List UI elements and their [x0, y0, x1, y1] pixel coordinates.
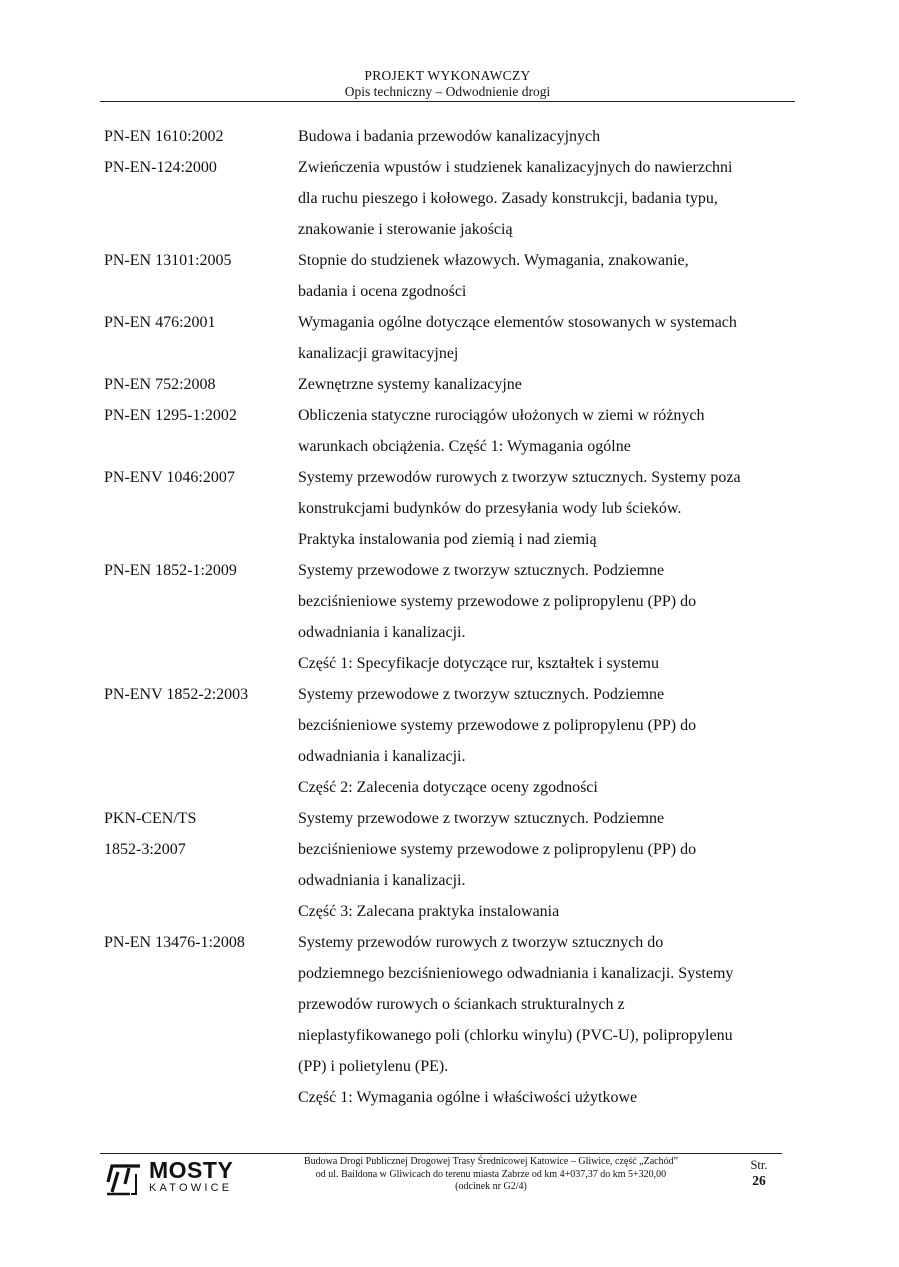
standard-description-line: nieplastyfikowanego poli (chlorku winylu) (PVC-U), polipropylenu: [298, 1027, 733, 1044]
standard-code: [104, 152, 298, 245]
company-logo: [104, 1158, 244, 1198]
standard-description-line: Zewnętrzne systemy kanalizacyjne: [298, 376, 522, 393]
standard-entry: [104, 927, 794, 1113]
standard-description: [298, 555, 793, 679]
standard-code-line: PN-EN 13101:2005: [104, 252, 232, 269]
page-label: Str.: [750, 1158, 768, 1172]
standard-code: [104, 462, 298, 555]
standard-description-line: Część 1: Wymagania ogólne i właściwości użytkowe: [298, 1089, 638, 1106]
standard-entry: [104, 400, 794, 462]
header-divider: [100, 101, 795, 102]
standard-description: [298, 121, 793, 152]
standard-description-line: Część 3: Zalecana praktyka instalowania: [298, 903, 560, 920]
standard-description-line: bezciśnieniowe systemy przewodowe z polipropylenu (PP) do: [298, 717, 697, 734]
standard-description: [298, 152, 793, 245]
standard-description: [298, 803, 793, 927]
standard-description-line: Praktyka instalowania pod ziemią i nad ziemią: [298, 531, 597, 548]
standard-description-line: przewodów rurowych o ściankach strukturalnych z: [298, 996, 625, 1013]
standard-description-line: znakowanie i sterowanie jakością: [298, 221, 513, 238]
header-title: PROJEKT WYKONAWCZY: [364, 68, 531, 83]
standard-code-line: PN-EN 1852-1:2009: [104, 562, 237, 579]
standard-description-line: odwadniania i kanalizacji.: [298, 748, 466, 765]
standards-list: [104, 121, 794, 1113]
standard-description-line: kanalizacji grawitacyjnej: [298, 345, 459, 362]
standard-description-line: podziemnego bezciśnieniowego odwadniania i kanalizacji. Systemy: [298, 965, 734, 982]
standard-code-line: PN-EN 1295-1:2002: [104, 407, 237, 424]
standard-description-line: bezciśnieniowe systemy przewodowe z polipropylenu (PP) do: [298, 841, 697, 858]
standard-code-line: PN-EN-124:2000: [104, 159, 217, 176]
footer-line: (odcinek nr G2/4): [455, 1181, 527, 1192]
standard-code: [104, 927, 298, 1113]
standard-description-line: Wymagania ogólne dotyczące elementów stosowanych w systemach: [298, 314, 737, 331]
standard-entry: [104, 555, 794, 679]
standard-description-line: odwadniania i kanalizacji.: [298, 872, 466, 889]
mosty-logo-icon: [104, 1158, 146, 1198]
standard-code: [104, 121, 298, 152]
standard-description: [298, 307, 793, 369]
standard-description-line: Obliczenia statyczne rurociągów ułożonych w ziemi w różnych: [298, 407, 705, 424]
standard-code: [104, 245, 298, 307]
standard-description-line: (PP) i polietylenu (PE).: [298, 1058, 449, 1075]
standard-description-line: odwadniania i kanalizacji.: [298, 624, 466, 641]
header-subtitle: Opis techniczny – Odwodnienie drogi: [344, 84, 551, 99]
standard-code-line: PKN-CEN/TS: [104, 810, 197, 827]
footer-divider: [100, 1153, 782, 1154]
standard-description-line: Stopnie do studzienek włazowych. Wymagania, znakowanie,: [298, 252, 689, 269]
standard-code: [104, 679, 298, 803]
logo-city: KATOWICE: [149, 1182, 233, 1194]
standard-entry: [104, 245, 794, 307]
page-header: [100, 68, 795, 100]
standard-code-line: PN-EN 476:2001: [104, 314, 216, 331]
standard-description-line: Budowa i badania przewodów kanalizacyjnych: [298, 128, 601, 145]
standard-description-line: Systemy przewodowe z tworzyw sztucznych. Podziemne: [298, 686, 665, 703]
standard-description-line: bezciśnieniowe systemy przewodowe z polipropylenu (PP) do: [298, 593, 697, 610]
standard-entry: [104, 307, 794, 369]
standard-description: [298, 927, 793, 1113]
standard-entry: [104, 121, 794, 152]
standard-code-line: 1852-3:2007: [104, 841, 186, 858]
standard-code: [104, 555, 298, 679]
standard-code-line: PN-EN 752:2008: [104, 376, 216, 393]
standard-entry: [104, 369, 794, 400]
standard-description-line: konstrukcjami budynków do przesyłania wody lub ścieków.: [298, 500, 682, 517]
standard-description-line: badania i ocena zgodności: [298, 283, 467, 300]
standard-description: [298, 369, 793, 400]
standard-description-line: Część 1: Specyfikacje dotyczące rur, kształtek i systemu: [298, 655, 659, 672]
standard-description: [298, 462, 793, 555]
footer-line: od ul. Baildona w Gliwicach do terenu miasta Zabrze od km 4+037,37 do km 5+320,00: [315, 1168, 667, 1180]
standard-description-line: Systemy przewodowe z tworzyw sztucznych. Podziemne: [298, 810, 665, 827]
standard-description-line: dla ruchu pieszego i kołowego. Zasady konstrukcji, badania typu,: [298, 190, 718, 207]
standard-code-line: PN-ENV 1046:2007: [104, 469, 235, 486]
standard-entry: [104, 679, 794, 803]
standard-entry: [104, 152, 794, 245]
standard-description-line: Systemy przewodów rurowych z tworzyw sztucznych do: [298, 934, 664, 951]
standard-code: [104, 307, 298, 369]
footer-line: Budowa Drogi Publicznej Drogowej Trasy Średnicowej Katowice – Gliwice, część „Zachód”: [303, 1156, 679, 1167]
standard-description: [298, 245, 793, 307]
standard-code: [104, 400, 298, 462]
standard-code-line: PN-EN 13476-1:2008: [104, 934, 245, 951]
standard-description-line: warunkach obciążenia. Część 1: Wymagania ogólne: [298, 438, 631, 455]
standard-description-line: Systemy przewodowe z tworzyw sztucznych. Podziemne: [298, 562, 665, 579]
standard-description: [298, 400, 793, 462]
standard-description-line: Systemy przewodów rurowych z tworzyw sztucznych. Systemy poza: [298, 469, 741, 486]
standard-code-line: PN-ENV 1852-2:2003: [104, 686, 249, 703]
standard-entry: [104, 462, 794, 555]
standard-description-line: Zwieńczenia wpustów i studzienek kanalizacyjnych do nawierzchni: [298, 159, 733, 176]
footer-project-description: [262, 1156, 720, 1194]
standard-code: [104, 369, 298, 400]
page-number-block: [736, 1158, 782, 1189]
standard-description-line: Część 2: Zalecenia dotyczące oceny zgodności: [298, 779, 598, 796]
standard-description: [298, 679, 793, 803]
page-number: 26: [752, 1173, 766, 1188]
standard-code: [104, 803, 298, 927]
standard-entry: [104, 803, 794, 927]
standard-code-line: PN-EN 1610:2002: [104, 128, 224, 145]
logo-name: MOSTY: [149, 1157, 234, 1183]
